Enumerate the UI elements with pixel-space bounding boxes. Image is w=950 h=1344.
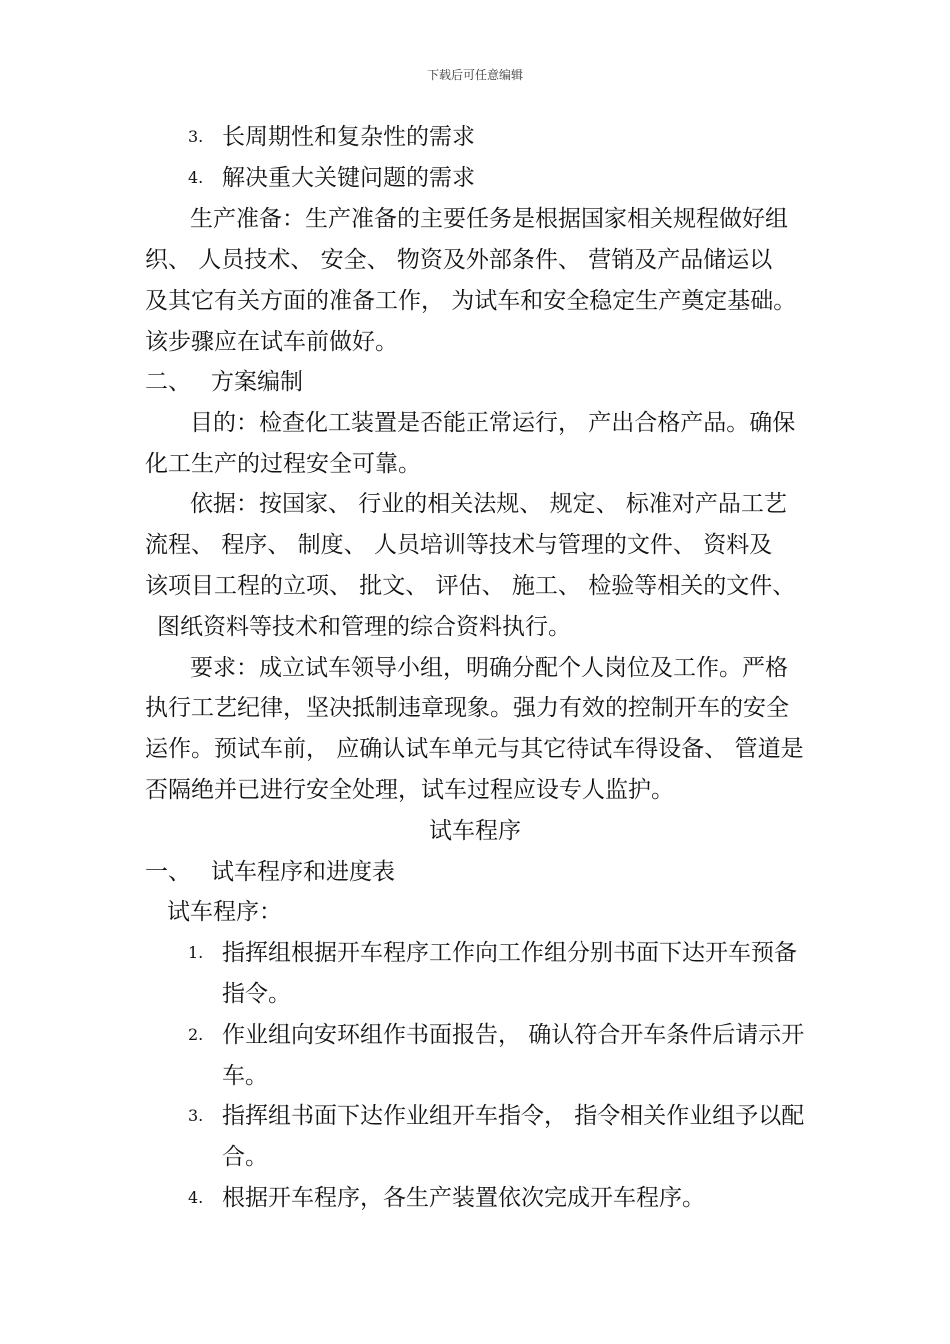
page-header-note: 下载后可任意编辑 [426, 68, 523, 82]
section-center-title: 试车程序 [429, 818, 521, 844]
paragraph-line: 流程、 程序、 制度、 人员培训等技术与管理的文件、 资料及 [145, 532, 773, 558]
step-number: 2. [188, 1025, 204, 1044]
step-number: 4. [188, 1188, 204, 1207]
paragraph-line: 及其它有关方面的准备工作， 为试车和安全稳定生产奠定基础。 [145, 288, 797, 314]
paragraph-line: 图纸资料等技术和管理的综合资料执行。 [157, 614, 571, 640]
paragraph-line: 要求：成立试车领导小组，明确分配个人岗位及工作。严格 [190, 655, 788, 681]
step-line: 车。 [222, 1063, 268, 1089]
step-line: 指挥组书面下达作业组开车指令， 指令相关作业组予以配 [222, 1103, 805, 1129]
paragraph-line: 织、 人员技术、 安全、 物资及外部条件、 营销及产品储运以 [145, 247, 773, 273]
list-number: 4. [188, 168, 204, 187]
paragraph-line: 化工生产的过程安全可靠。 [145, 451, 421, 477]
step-line: 根据开车程序，各生产装置依次完成开车程序。 [222, 1185, 705, 1211]
paragraph-line: 依据：按国家、 行业的相关法规、 规定、 标准对产品工艺 [190, 491, 787, 517]
section-title: 方案编制 [211, 369, 303, 395]
paragraph-line: 生产准备：生产准备的主要任务是根据国家相关规程做好组 [190, 206, 788, 232]
section-number: 二、 [145, 369, 191, 395]
section-number: 一、 [145, 859, 191, 885]
section-title: 试车程序和进度表 [211, 859, 395, 885]
paragraph-line: 目的：检查化工装置是否能正常运行， 产出合格产品。确保 [190, 410, 796, 436]
paragraph-line: 执行工艺纪律，坚决抵制违章现象。强力有效的控制开车的安全 [145, 695, 789, 721]
sub-label: 试车程序： [167, 899, 282, 925]
paragraph-line: 该步骤应在试车前做好。 [145, 329, 398, 355]
step-line: 指令。 [222, 981, 291, 1007]
step-number: 1. [188, 943, 204, 962]
step-line: 作业组向安环组作书面报告， 确认符合开车条件后请示开 [222, 1022, 805, 1048]
step-number: 3. [188, 1106, 204, 1125]
paragraph-line: 该项目工程的立项、 批文、 评估、 施工、 检验等相关的文件、 [145, 573, 796, 599]
paragraph-line: 否隔绝并已进行安全处理，试车过程应设专人监护。 [145, 777, 674, 803]
step-line: 合。 [222, 1144, 268, 1170]
list-number: 3. [188, 127, 204, 146]
list-item: 解决重大关键问题的需求 [222, 165, 475, 191]
paragraph-line: 运作。预试车前， 应确认试车单元与其它待试车得设备、 管道是 [145, 736, 804, 762]
list-item: 长周期性和复杂性的需求 [222, 124, 475, 150]
step-line: 指挥组根据开车程序工作向工作组分别书面下达开车预备 [222, 940, 797, 966]
